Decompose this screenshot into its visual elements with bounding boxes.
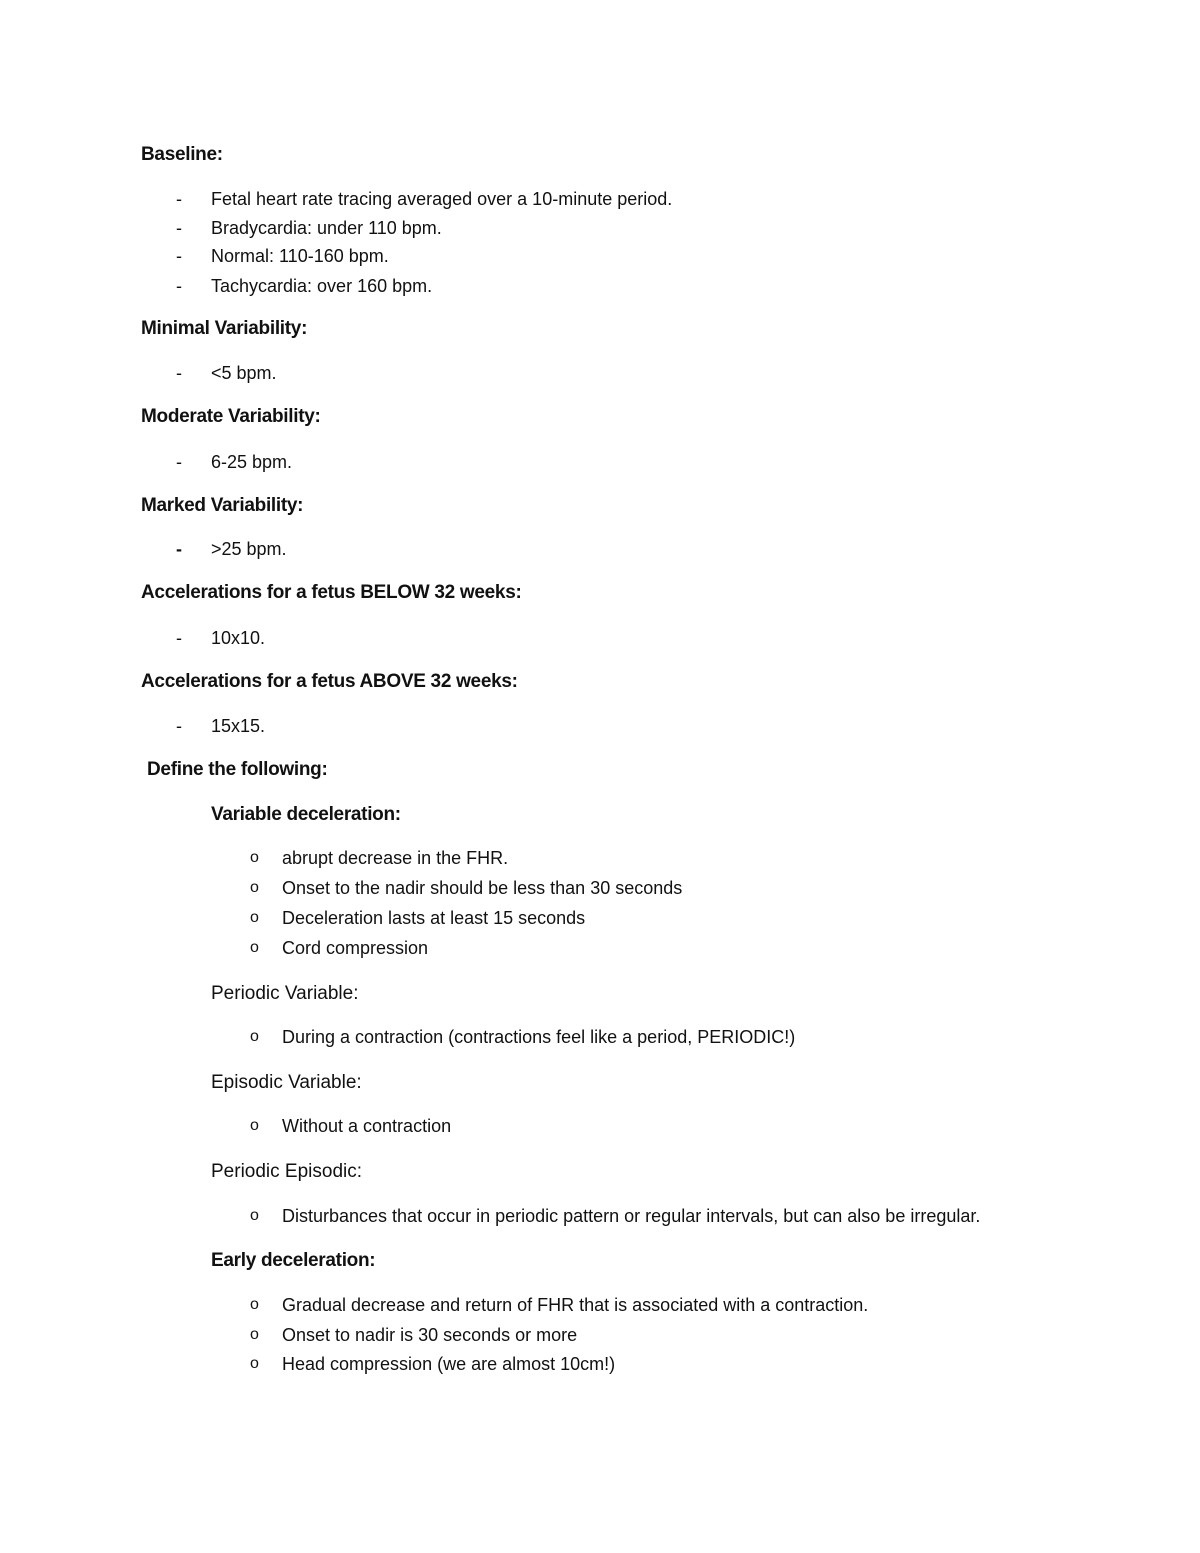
- circle-bullet: o: [250, 1028, 259, 1045]
- list-item-text: Fetal heart rate tracing averaged over a 10-minute period.: [211, 189, 673, 209]
- periodic-episodic-label: Periodic Episodic:: [211, 1161, 363, 1182]
- variable-deceleration-heading: Variable deceleration:: [211, 804, 401, 825]
- marked-variability-heading: Marked Variability:: [141, 495, 304, 516]
- baseline-heading: Baseline:: [141, 144, 223, 165]
- dash-bullet: -: [176, 218, 182, 238]
- list-item-text: During a contraction (contractions feel like a period, PERIODIC!): [282, 1027, 796, 1047]
- early-deceleration-heading: Early deceleration:: [211, 1250, 376, 1271]
- list-item-text: Without a contraction: [282, 1116, 452, 1136]
- dash-bullet: -: [176, 539, 182, 559]
- circle-bullet: o: [250, 1326, 259, 1343]
- list-item-text: 15x15.: [211, 716, 266, 736]
- list-item-text: <5 bpm.: [211, 363, 277, 383]
- circle-bullet: o: [250, 1296, 259, 1313]
- list-item-text: Normal: 110-160 bpm.: [211, 246, 389, 266]
- circle-bullet: o: [250, 879, 259, 896]
- periodic-variable-label: Periodic Variable:: [211, 983, 359, 1004]
- list-item-text: Onset to the nadir should be less than 30 seconds: [282, 878, 683, 898]
- dash-bullet: -: [176, 189, 182, 209]
- list-item-text: Deceleration lasts at least 15 seconds: [282, 908, 586, 928]
- circle-bullet: o: [250, 849, 259, 866]
- dash-bullet: -: [176, 363, 182, 383]
- moderate-variability-heading: Moderate Variability:: [141, 406, 321, 427]
- list-item-text: Head compression (we are almost 10cm!): [282, 1354, 616, 1374]
- circle-bullet: o: [250, 939, 259, 956]
- accelerations-above-heading: Accelerations for a fetus ABOVE 32 weeks:: [141, 671, 518, 692]
- list-item-text: 10x10.: [211, 628, 266, 648]
- list-item-text: 6-25 bpm.: [211, 452, 293, 472]
- list-item-text: Cord compression: [282, 938, 429, 958]
- list-item-text: >25 bpm.: [211, 539, 287, 559]
- dash-bullet: -: [176, 628, 182, 648]
- list-item-text: Tachycardia: over 160 bpm.: [211, 276, 433, 296]
- list-item-text: Bradycardia: under 110 bpm.: [211, 218, 442, 238]
- define-heading: Define the following:: [147, 759, 328, 780]
- circle-bullet: o: [250, 1207, 259, 1224]
- dash-bullet: -: [176, 276, 182, 296]
- episodic-variable-label: Episodic Variable:: [211, 1072, 362, 1093]
- circle-bullet: o: [250, 1355, 259, 1372]
- dash-bullet: -: [176, 452, 182, 472]
- list-item-text: abrupt decrease in the FHR.: [282, 848, 509, 868]
- minimal-variability-heading: Minimal Variability:: [141, 318, 308, 339]
- list-item-text: Gradual decrease and return of FHR that is associated with a contraction.: [282, 1295, 869, 1315]
- dash-bullet: -: [176, 716, 182, 736]
- accelerations-below-heading: Accelerations for a fetus BELOW 32 weeks:: [141, 582, 522, 603]
- list-item-text: Onset to nadir is 30 seconds or more: [282, 1325, 578, 1345]
- dash-bullet: -: [176, 246, 182, 266]
- circle-bullet: o: [250, 1117, 259, 1134]
- list-item-text: Disturbances that occur in periodic pattern or regular intervals, but can also be irregular.: [282, 1206, 981, 1226]
- circle-bullet: o: [250, 909, 259, 926]
